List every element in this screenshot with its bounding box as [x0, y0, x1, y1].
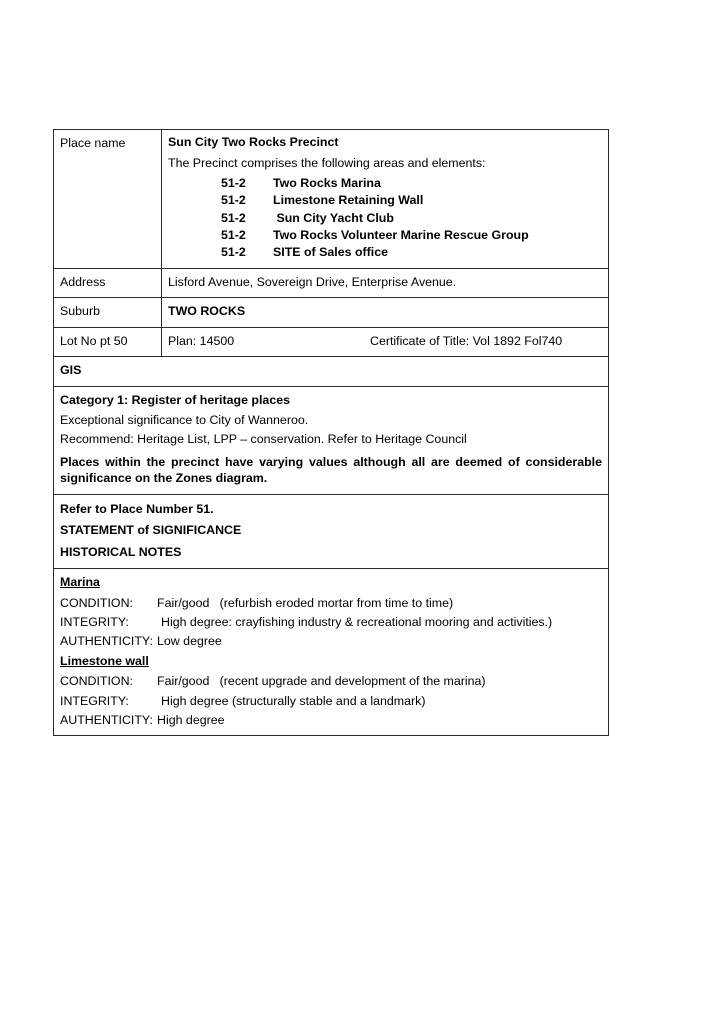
element-name: Limestone Retaining Wall — [273, 193, 424, 208]
lot-label-cell — [54, 327, 162, 356]
assessment-item — [60, 672, 602, 691]
assessment-value: Fair/good (refurbish eroded mortar from time to time) — [157, 595, 454, 610]
precinct-title: Sun City Two Rocks Precinct — [168, 135, 339, 149]
list-item — [168, 228, 602, 245]
assessment-item — [60, 594, 602, 613]
element-name: SITE of Sales office — [273, 245, 388, 260]
element-number: 51-2 — [221, 193, 246, 208]
heritage-place-table — [53, 129, 609, 736]
table-row-category — [54, 387, 609, 494]
place-name-value-cell — [162, 130, 609, 269]
statement-of-significance-heading: STATEMENT of SIGNIFICANCE — [60, 523, 242, 538]
gis-cell — [54, 357, 609, 387]
element-number: 51-2 — [221, 210, 246, 225]
address-label: Address — [60, 274, 106, 289]
category-significance: Exceptional significance to City of Wanneroo. — [60, 412, 309, 427]
element-number: 51-2 — [221, 228, 246, 243]
assessment-key: INTEGRITY: — [60, 614, 129, 629]
assessment-value: Low degree — [157, 634, 222, 649]
table-row-place-name — [54, 130, 609, 269]
assessment-key: INTEGRITY: — [60, 693, 129, 708]
element-name: Two Rocks Marina — [273, 175, 381, 190]
category-cell — [54, 387, 609, 494]
suburb-value-cell — [162, 298, 609, 327]
list-item — [168, 193, 602, 210]
lot-value-row — [168, 332, 602, 351]
assessment-value: High degree: crayfishing industry & recreational mooring and activities.) — [161, 614, 553, 629]
address-label-cell — [54, 268, 162, 297]
assessment-item — [60, 613, 602, 632]
list-item — [168, 245, 602, 262]
list-item — [168, 211, 602, 228]
table-row-suburb — [54, 298, 609, 327]
table-row-gis — [54, 357, 609, 387]
element-name: Sun City Yacht Club — [273, 210, 394, 225]
element-name: Two Rocks Volunteer Marine Rescue Group — [273, 228, 529, 243]
table-row-lot — [54, 327, 609, 356]
address-value-cell — [162, 268, 609, 297]
category-note: Places within the precinct have varying values although all are deemed of considerable significance on the Zones diagram. — [60, 454, 602, 485]
precinct-intro: The Precinct comprises the following areas and elements: — [168, 156, 486, 171]
table-row-assessments — [54, 569, 609, 736]
element-number: 51-2 — [221, 175, 246, 190]
table-row-references — [54, 494, 609, 568]
assessment-subject-marina: Marina — [60, 575, 100, 590]
table-row-address — [54, 268, 609, 297]
assessment-key: AUTHENTICITY: — [60, 634, 153, 649]
certificate-of-title-value: Certificate of Title: Vol 1892 Fol740 — [370, 333, 563, 348]
assessment-key: CONDITION: — [60, 674, 133, 689]
refer-to-place-number: Refer to Place Number 51. — [60, 501, 214, 516]
list-item — [168, 176, 602, 193]
element-number: 51-2 — [221, 245, 246, 260]
plan-value: Plan: 14500 — [168, 333, 235, 348]
assessment-subject-limestone-wall: Limestone wall — [60, 653, 149, 668]
place-name-label: Place name — [60, 136, 126, 150]
assessment-key: AUTHENTICITY: — [60, 713, 153, 727]
gis-label: GIS — [60, 363, 82, 378]
place-name-label-cell — [54, 130, 162, 269]
suburb-label: Suburb — [60, 304, 100, 319]
address-value: Lisford Avenue, Sovereign Drive, Enterprise Avenue. — [168, 274, 457, 289]
suburb-value: TWO ROCKS — [168, 304, 246, 319]
assessment-item — [60, 711, 602, 730]
assessment-item — [60, 692, 602, 711]
historical-notes-heading: HISTORICAL NOTES — [60, 544, 182, 559]
assessment-value: High degree (structurally stable and a landmark) — [161, 693, 426, 708]
assessment-value: Fair/good (recent upgrade and development of the marina) — [157, 674, 486, 689]
assessment-key: CONDITION: — [60, 595, 133, 610]
assessments-cell — [54, 569, 609, 736]
suburb-label-cell — [54, 298, 162, 327]
lot-label: Lot No pt 50 — [60, 333, 128, 348]
references-cell — [54, 494, 609, 568]
assessment-item — [60, 632, 602, 651]
assessment-value: High degree — [157, 713, 225, 727]
category-heading: Category 1: Register of heritage places — [60, 393, 290, 408]
lot-value-cell — [162, 327, 609, 356]
category-recommendation: Recommend: Heritage List, LPP – conservation. Refer to Heritage Council — [60, 432, 467, 447]
